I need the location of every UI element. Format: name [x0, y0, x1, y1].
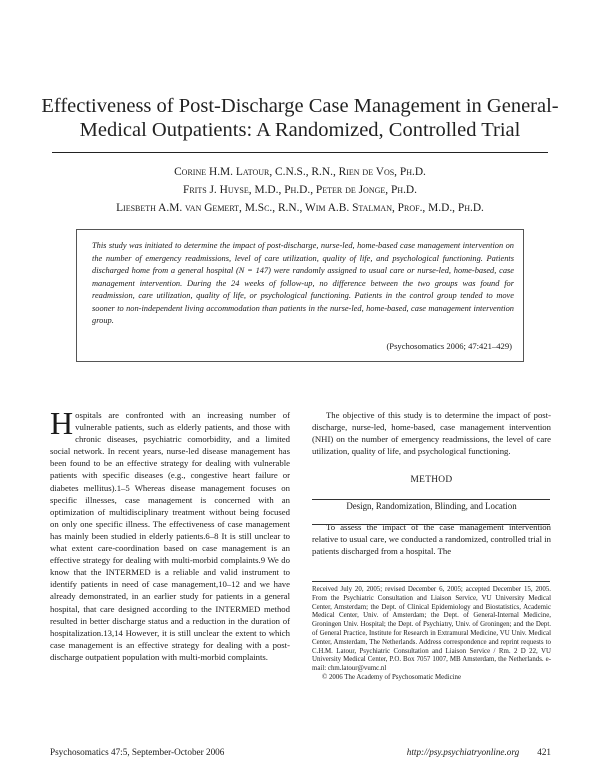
intro-paragraph: ospitals are confronted with an increasing number of vulnerable patients, such as elderly patients, and those with chronic diseases, psychiatric comorbidity, and a limited social network. In recent years, nurse-led disease management has been found to be an effective strategy for dealing with vulnerable patients with specific diseases (e.g., congestive heart failure or diabetes mellitus).1–5 Whereas disease management focuses on specific illnesses, case management is concerned with an optimization of multidisciplinary treatment without being focused on only one specific illness. The effectiveness of case management has mainly been studied in elderly patients.6–8 It is still unclear to what extent care-coordination based on case management is an effective strategy for dealing with multi-morbid complaints.9 We do know that the INTERMED is a reliable and valid instrument to identify patients in need of case management,10–12 and we have already demonstrated, in an earlier study for patients in a general hospital, that care designed according to the INTERMED method resulted in better discharge status and a reduction in the duration of hospitalization.13,14 However, it is still unclear the extent to which case management is an effective strategy for dealing with a post-discharge outpatient population with multi-morbid complaints.	[50, 410, 290, 662]
right-column	[312, 409, 551, 557]
article-title	[20, 94, 580, 142]
page-number: 421	[537, 747, 551, 757]
method-rule-top	[312, 499, 550, 500]
footer-right	[360, 747, 551, 757]
footer-url[interactable]: http://psy.psychiatryonline.org	[406, 747, 520, 757]
authors-line-3: Liesbeth A.M. van Gemert, M.Sc., R.N., Wim A.B. Stalman, Prof., M.D., Ph.D.	[116, 202, 484, 214]
title-line-2: Medical Outpatients: A Randomized, Controlled Trial	[79, 119, 521, 141]
drop-cap: H	[50, 405, 74, 441]
design-subheading: Design, Randomization, Blinding, and Location	[346, 501, 517, 512]
journal-citation: (Psychosomatics 2006; 47:421–429)	[386, 341, 512, 351]
objective-paragraph: The objective of this study is to determine the impact of post-discharge, nurse-led, home-based, case management intervention (NHI) on the number of emergency readmissions, the level of care utilization, quality of life, and psychological functioning.	[312, 410, 551, 457]
authors-line-2: Frits J. Huyse, M.D., Ph.D., Peter de Jonge, Ph.D.	[182, 184, 417, 196]
method-heading: METHOD	[410, 475, 453, 486]
footnote	[312, 586, 551, 683]
abstract-text: This study was initiated to determine the impact of post-discharge, nurse-led, home-based case management intervention on the number of emergency readmissions, level of care utilization, quality of life, and psychological functioning. Patients discharged home from a general hospital (N = 147) were randomly assigned to usual care or nurse-led, home-based, case management intervention. During the 24 weeks of follow-up, no difference between the two groups was found for readmission, care utilization, quality of life, or psychological functioning. Patients in the control group tended to move sooner to non-independent living accommodation than patients in the nurse-led, home-based, case management intervention group.	[92, 241, 514, 325]
footnote-rule	[312, 581, 550, 582]
author-list	[20, 163, 580, 217]
design-paragraph: To assess the impact of the case management intervention relative to usual care, we conducted a randomized, controlled trial in patients discharged from a hospital. The	[312, 521, 551, 556]
copyright: © 2006 The Academy of Psychosomatic Medicine	[322, 673, 462, 681]
authors-line-1: Corine H.M. Latour, C.N.S., R.N., Rien de Vos, Ph.D.	[174, 166, 426, 178]
received-info: Received July 20, 2005; revised December 6, 2005; accepted December 15, 2005. From the Psychiatric Consultation and Liaison Service, VU University Medical Center, Amsterdam; the Dept. of Clinical Epidemiology and Biostatistics, Academic Medical Center, Univ. of Amsterdam; the Dept. of General-Internal Medicine, Groningen Univ. Hospital; the Dept. of Psychiatry, Univ. of Groningen; and the Dept. of General Practice, Institute for Research in Extramural Medicine, VU Univ. Medical Center, Amsterdam, The Netherlands. Address correspondence and reprint requests to C.H.M. Latour, Psychiatric Consultation and Liaison Service / Rm. 2 D 22, VU University Medical Center, P.O. Box 7057 1007, MB Amsterdam, the Netherlands. e-mail: chm.latour@vumc.nl	[312, 586, 551, 673]
footer-journal: Psychosomatics 47:5, September-October 2006	[50, 747, 225, 757]
left-column	[50, 405, 290, 663]
title-line-1: Effectiveness of Post-Discharge Case Management in General-	[41, 95, 559, 117]
title-rule	[52, 152, 548, 153]
method-rule-bottom	[312, 524, 550, 525]
